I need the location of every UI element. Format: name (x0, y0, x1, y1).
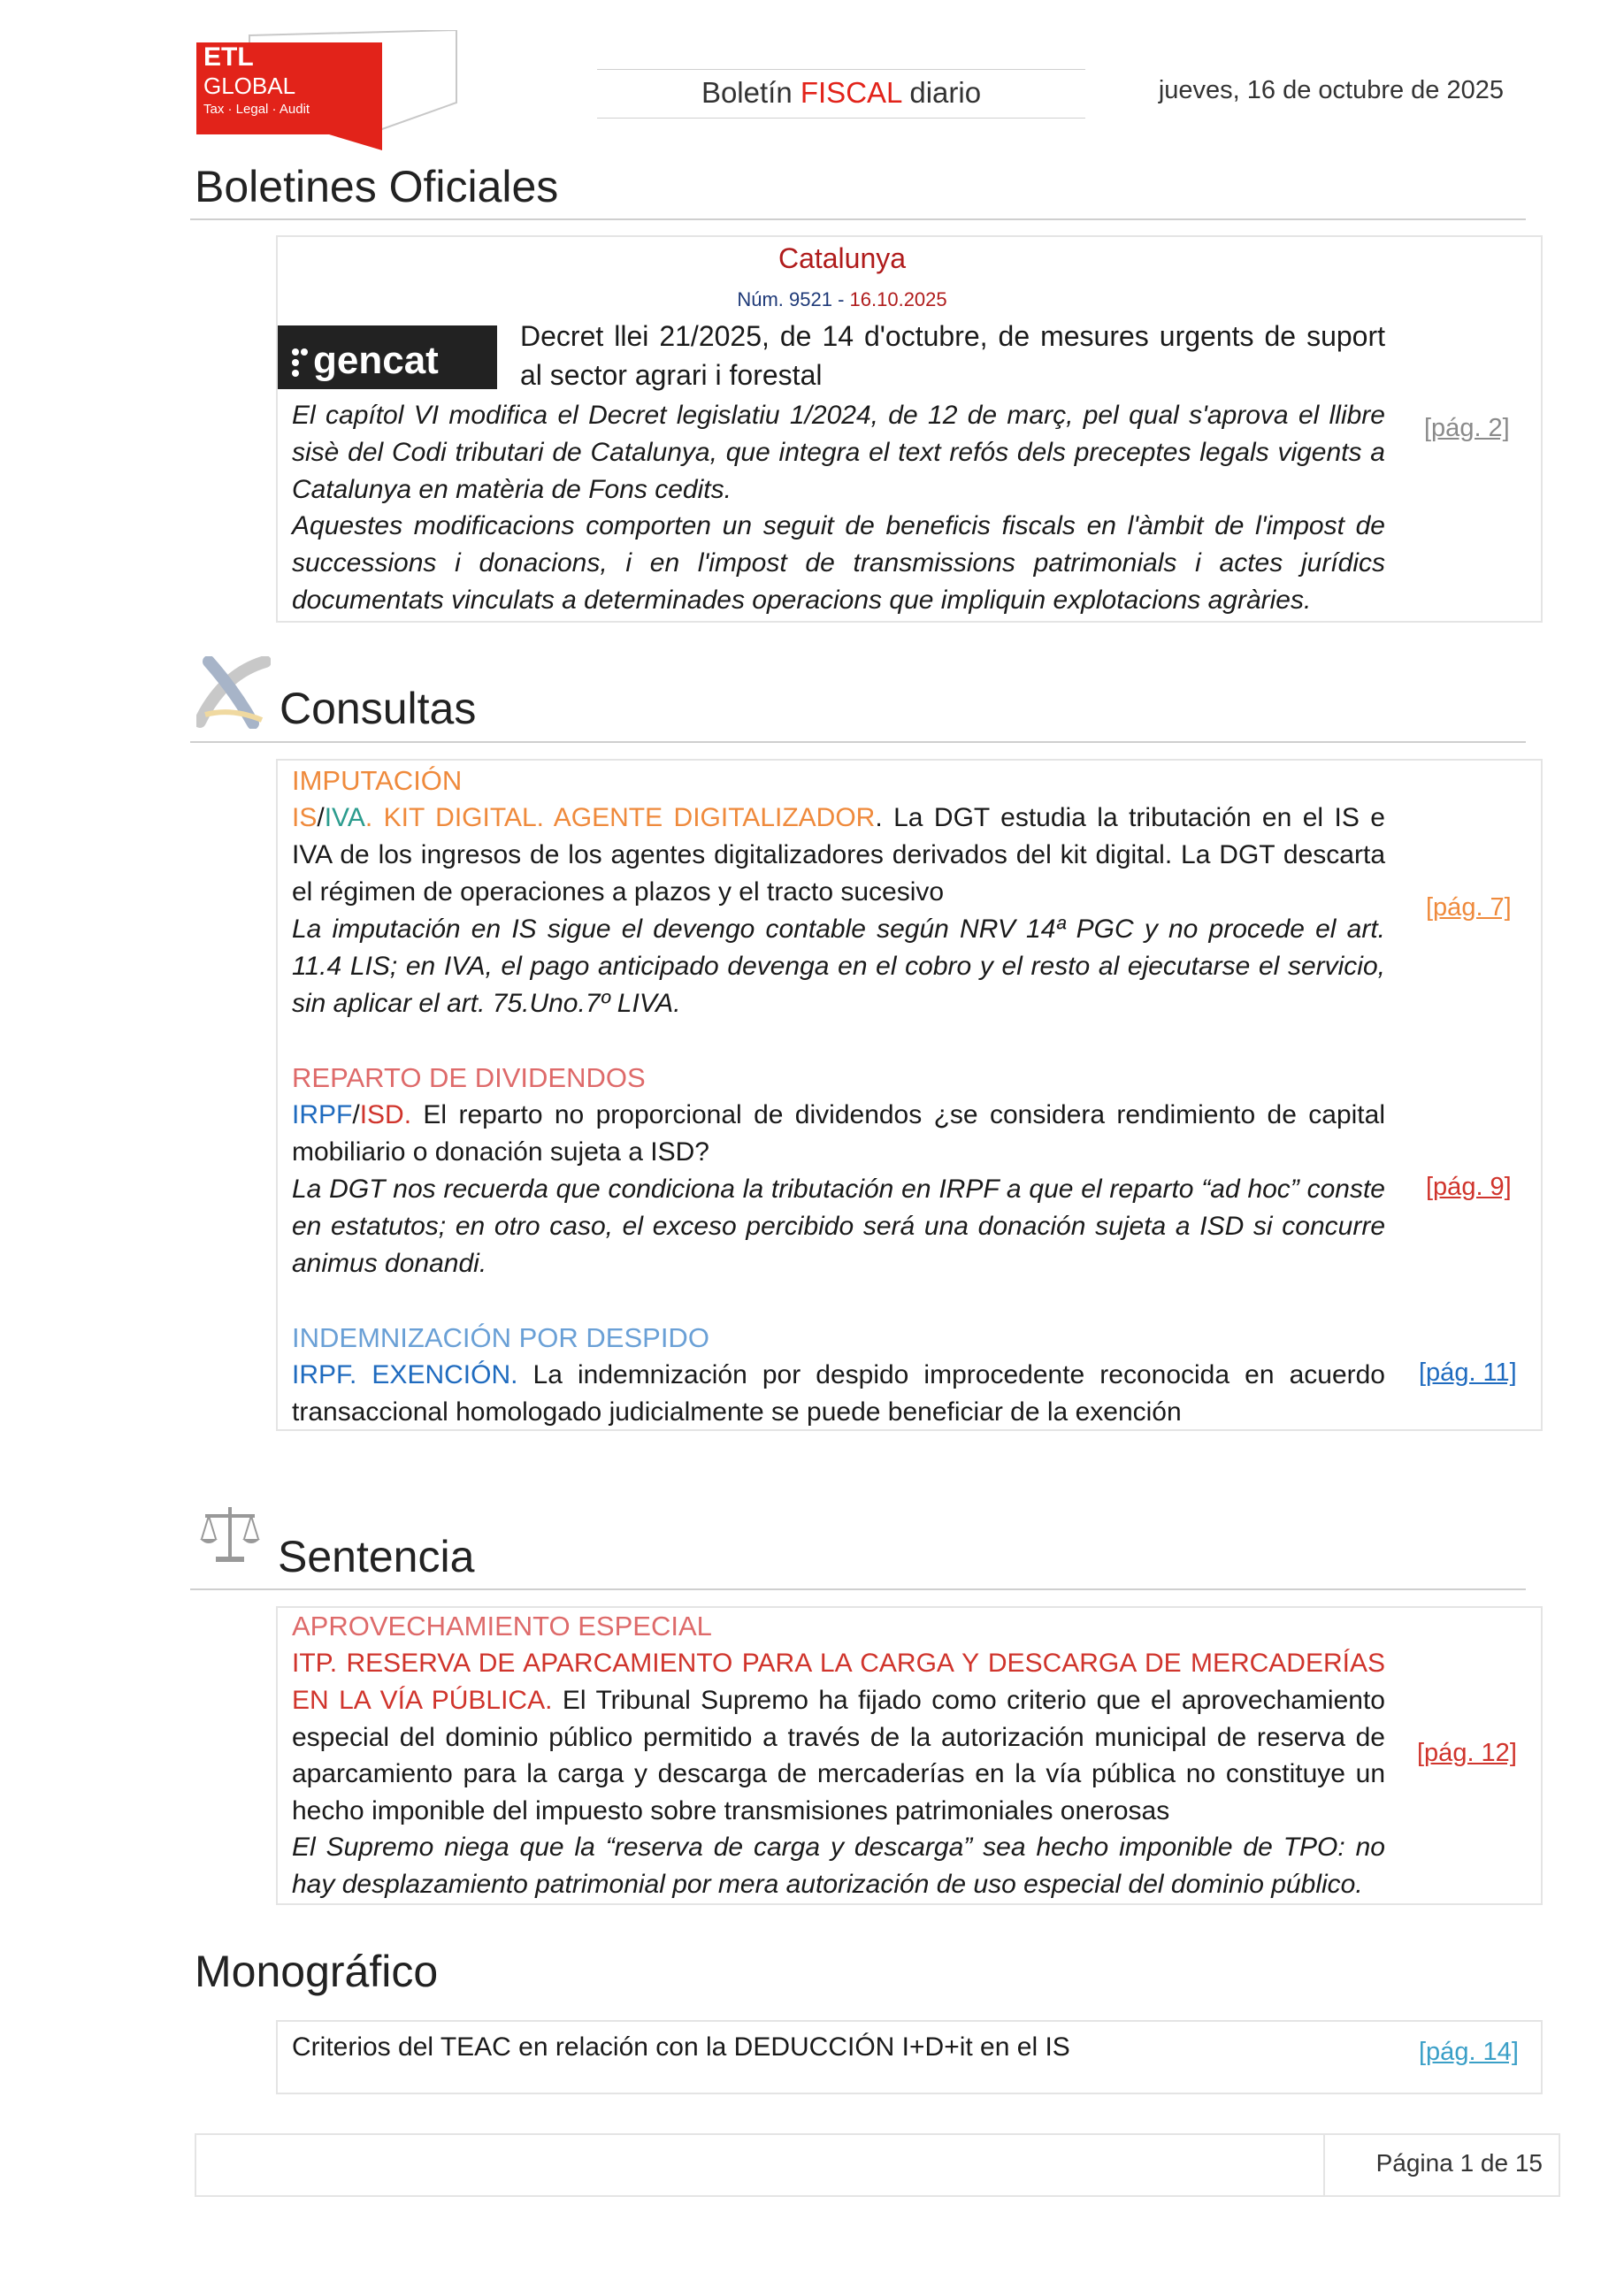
page-number: Página 1 de 15 (1375, 2149, 1543, 2177)
bulletin-title: Boletín FISCAL diario (597, 69, 1085, 119)
section-divider (190, 218, 1526, 220)
gencat-wordmark: gencat (313, 339, 439, 382)
decree-summary-1: El capítol VI modifica el Decret legislatiu 1/2024, de 12 de març, pel qual s'aprova el llibre sisè del Codi tributari de Catalunya, que integra el text refós dels preceptes legals vigents a Catalunya en matèria de Fons cedits. (292, 401, 1385, 504)
bulletin-number: Núm. 9521 - 16.10.2025 (737, 288, 947, 310)
consulta-summary-dividendos: La DGT nos recuerda que condiciona la tributación en IRPF a que el reparto “ad hoc” conste en estatutos; en otro caso, el exceso percibido será una donación sujeta a ISD si concurre animus donandi. (292, 1175, 1385, 1278)
section-title-monografico: Monográfico (195, 1947, 439, 1996)
etl-global-logo (196, 30, 462, 154)
consulta-page-link-dividendos[interactable]: [pág. 9] (1426, 1173, 1512, 1201)
consulta-lead-dividendos: IRPF/ISD. El reparto no proporcional de dividendos ¿se considera rendimiento de capital mobiliario o donación sujeta a ISD? (292, 1100, 1385, 1167)
consulta-page-link-despido[interactable]: [pág. 11] (1419, 1358, 1517, 1387)
consulta-summary-imputacion: La imputación en IS sigue el devengo contable según NRV 14ª PGC y no procede el art. 11.4 LIS; en IVA, el pago anticipado devenga en el cobro y el resto al ejecutarse el servicio, sin aplicar el art. 75.Uno.7º LIVA. (292, 915, 1385, 1018)
consulta-category-imputacion: IMPUTACIÓN (292, 765, 463, 796)
section-title-boletines: Boletines Oficiales (195, 162, 559, 211)
logo-line1: GLOBAL (203, 73, 296, 99)
logo-line2: Tax · Legal · Audit (203, 102, 310, 117)
consulta-lead-imputacion: IS/IVA. KIT DIGITAL. AGENTE DIGITALIZADOR. La DGT estudia la tributación en el IS e IVA de los ingresos de los agentes digitalizadores derivados del kit digital. La DGT descarta el régimen de operaciones a plazos y el tracto sucesivo (292, 803, 1385, 907)
gencat-logo (278, 325, 497, 389)
consulta-category-dividendos: REPARTO DE DIVIDENDOS (292, 1062, 646, 1093)
sentencia-summary: El Supremo niega que la “reserva de carga y descarga” sea hecho imponible de TPO: no hay desplazamiento patrimonial por mera autorización de uso especial del dominio público. (292, 1833, 1385, 1899)
sentencia-lead: ITP. RESERVA DE APARCAMIENTO PARA LA CARGA Y DESCARGA DE MERCADERÍAS EN LA VÍA PÚBLICA. El Tribunal Supremo ha fijado como criterio que el aprovechamiento especial del dominio público permitido a través de la autorización municipal de reserva de aparcamiento para la carga y descarga de mercaderías en la vía pública no constituye un hecho imponible del impuesto sobre transmisiones patrimoniales onerosas (292, 1649, 1385, 1826)
region-title: Catalunya (778, 242, 907, 274)
section-title-sentencia: Sentencia (278, 1532, 475, 1581)
logo-brand: ETL (203, 42, 254, 72)
bulletin-title-highlight: FISCAL (800, 76, 902, 109)
consulta-page-link-imputacion[interactable]: [pág. 7] (1426, 893, 1512, 922)
section-title-consultas: Consultas (280, 684, 477, 733)
sentencia-category: APROVECHAMIENTO ESPECIAL (292, 1611, 712, 1642)
bulletin-date: jueves, 16 de octubre de 2025 (1158, 76, 1504, 104)
section-divider (190, 741, 1526, 743)
aeat-icon (196, 656, 271, 729)
monografico-page-link[interactable]: [pág. 14] (1419, 2038, 1519, 2066)
section-divider (190, 1588, 1526, 1590)
decree-title: Decret llei 21/2025, de 14 d'octubre, de mesures urgents de suport al sector agrari i forestal (520, 320, 1385, 391)
boletines-page-link[interactable]: [pág. 2] (1424, 414, 1510, 442)
consulta-category-despido: INDEMNIZACIÓN POR DESPIDO (292, 1322, 709, 1353)
scales-of-justice-icon (198, 1504, 262, 1569)
consulta-lead-despido: IRPF. EXENCIÓN. La indemnización por despido improcedente reconocida en acuerdo transaccional homologado judicialmente se puede beneficiar de la exención (292, 1360, 1385, 1427)
footer-divider (1323, 2135, 1325, 2195)
monografico-text: Criterios del TEAC en relación con la DEDUCCIÓN I+D+it en el IS (292, 2032, 1070, 2062)
sentencia-page-link[interactable]: [pág. 12] (1417, 1739, 1517, 1767)
decree-summary-2: Aquestes modificacions comporten un seguit de beneficis fiscals en l'àmbit de l'impost de successions i donacions, i en l'impost de transmissions patrimonials i actes jurídics documentats vinculats a determinades operacions que impliquin explotacions agràries. (292, 511, 1385, 615)
